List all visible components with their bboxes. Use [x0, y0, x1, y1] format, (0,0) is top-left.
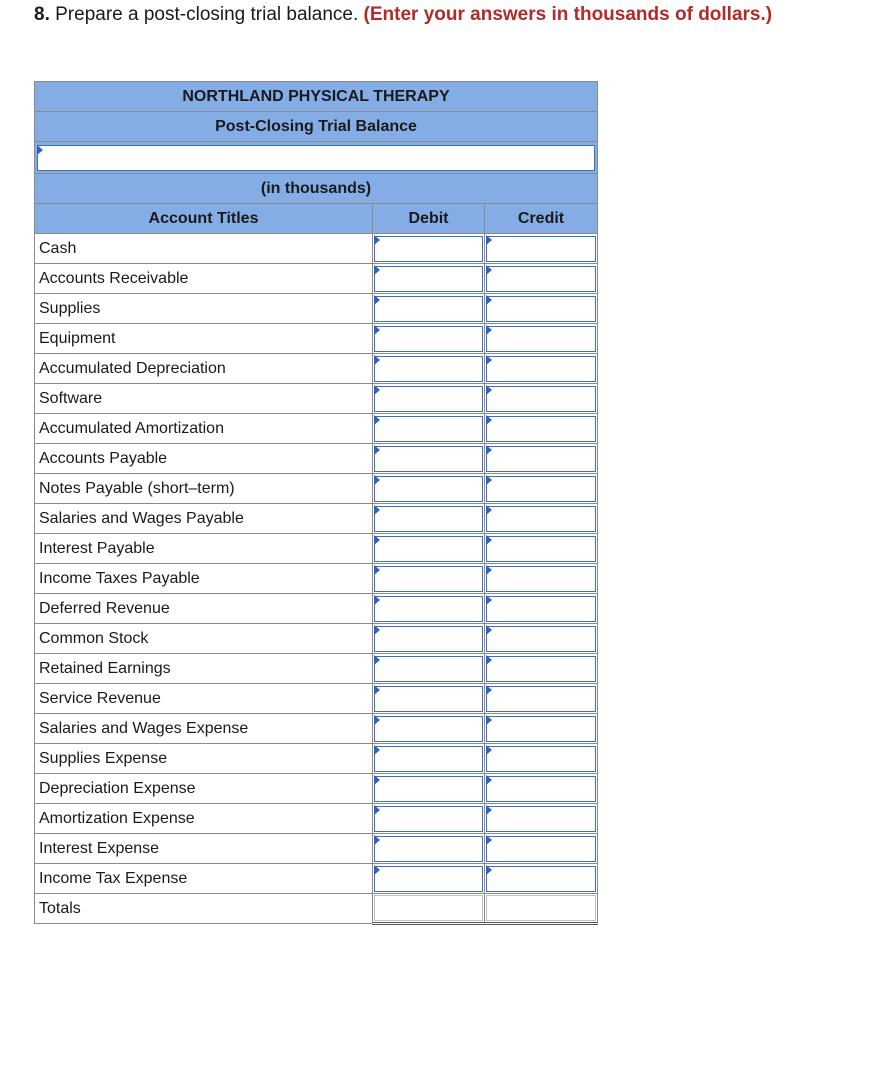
credit-input[interactable]: [486, 536, 596, 562]
debit-input[interactable]: [374, 356, 483, 382]
credit-cell: [485, 864, 598, 894]
question-instruction: (Enter your answers in thousands of dollars.): [363, 4, 773, 25]
debit-cell: [373, 744, 485, 774]
credit-cell: [485, 414, 598, 444]
account-title: Accounts Receivable: [35, 264, 373, 294]
account-title: Depreciation Expense: [35, 774, 373, 804]
debit-input[interactable]: [374, 686, 483, 712]
debit-input[interactable]: [374, 566, 483, 592]
credit-cell: [485, 534, 598, 564]
debit-input[interactable]: [374, 716, 483, 742]
credit-input[interactable]: [486, 296, 596, 322]
debit-input[interactable]: [374, 266, 483, 292]
account-row: [35, 474, 598, 504]
credit-cell: [485, 474, 598, 504]
account-row: [35, 864, 598, 894]
debit-total-input[interactable]: [374, 895, 483, 921]
debit-cell: [373, 684, 485, 714]
account-title: Supplies: [35, 294, 373, 324]
account-title: Cash: [35, 234, 373, 264]
question-number: 8.: [34, 4, 50, 25]
credit-input[interactable]: [486, 386, 596, 412]
debit-cell: [373, 654, 485, 684]
account-row: [35, 594, 598, 624]
credit-cell: [485, 834, 598, 864]
account-row: [35, 624, 598, 654]
debit-input[interactable]: [374, 476, 483, 502]
debit-cell: [373, 624, 485, 654]
debit-cell: [373, 804, 485, 834]
credit-input[interactable]: [486, 416, 596, 442]
credit-input[interactable]: [486, 506, 596, 532]
debit-cell: [373, 324, 485, 354]
credit-input[interactable]: [486, 866, 596, 892]
company-row: [35, 82, 598, 112]
debit-cell: [373, 474, 485, 504]
debit-input[interactable]: [374, 326, 483, 352]
debit-cell: [373, 774, 485, 804]
account-title: Equipment: [35, 324, 373, 354]
account-row: [35, 714, 598, 744]
credit-input[interactable]: [486, 806, 596, 832]
debit-cell: [373, 354, 485, 384]
debit-input[interactable]: [374, 296, 483, 322]
account-row: [35, 264, 598, 294]
debit-cell: [373, 264, 485, 294]
account-row: [35, 384, 598, 414]
credit-cell: [485, 324, 598, 354]
account-title: Service Revenue: [35, 684, 373, 714]
account-title: Supplies Expense: [35, 744, 373, 774]
account-row: [35, 804, 598, 834]
column-header-credit: Credit: [485, 204, 598, 234]
credit-cell: [485, 504, 598, 534]
account-row: [35, 444, 598, 474]
credit-cell: [485, 264, 598, 294]
account-title: Software: [35, 384, 373, 414]
debit-cell: [373, 594, 485, 624]
credit-input[interactable]: [486, 836, 596, 862]
account-title: Deferred Revenue: [35, 594, 373, 624]
account-row: [35, 744, 598, 774]
credit-input[interactable]: [486, 446, 596, 472]
account-title: Income Tax Expense: [35, 864, 373, 894]
account-row: [35, 564, 598, 594]
credit-cell: [485, 294, 598, 324]
company-name: NORTHLAND PHYSICAL THERAPY: [35, 82, 598, 112]
credit-cell: [485, 774, 598, 804]
account-row: [35, 774, 598, 804]
credit-cell: [485, 744, 598, 774]
account-row: [35, 234, 598, 264]
credit-cell: [485, 384, 598, 414]
credit-input[interactable]: [486, 776, 596, 802]
account-row: [35, 324, 598, 354]
date-input[interactable]: [37, 145, 595, 171]
debit-input[interactable]: [374, 506, 483, 532]
date-input-wrap: [37, 145, 595, 171]
debit-input[interactable]: [374, 746, 483, 772]
debit-input[interactable]: [374, 626, 483, 652]
credit-cell: [485, 684, 598, 714]
debit-input[interactable]: [374, 806, 483, 832]
debit-input[interactable]: [374, 236, 483, 262]
credit-input[interactable]: [486, 656, 596, 682]
statement-name: Post-Closing Trial Balance: [35, 112, 598, 142]
account-title: Retained Earnings: [35, 654, 373, 684]
units-row: [35, 174, 598, 204]
statement-row: [35, 112, 598, 142]
credit-input[interactable]: [486, 566, 596, 592]
account-row: [35, 654, 598, 684]
account-title: Interest Payable: [35, 534, 373, 564]
account-row: [35, 354, 598, 384]
account-title: Income Taxes Payable: [35, 564, 373, 594]
account-title: Salaries and Wages Payable: [35, 504, 373, 534]
debit-input[interactable]: [374, 536, 483, 562]
account-row: [35, 504, 598, 534]
credit-cell: [485, 444, 598, 474]
debit-cell: [373, 564, 485, 594]
account-title: Salaries and Wages Expense: [35, 714, 373, 744]
debit-cell: [373, 234, 485, 264]
account-title: Accounts Payable: [35, 444, 373, 474]
units-label: (in thousands): [35, 174, 598, 204]
account-title: Amortization Expense: [35, 804, 373, 834]
credit-input[interactable]: [486, 326, 596, 352]
debit-cell: [373, 294, 485, 324]
debit-input[interactable]: [374, 596, 483, 622]
account-title: Common Stock: [35, 624, 373, 654]
credit-total-cell: [485, 894, 598, 924]
trial-balance-table: [34, 81, 598, 925]
credit-cell: [485, 234, 598, 264]
account-title: Accumulated Depreciation: [35, 354, 373, 384]
credit-input[interactable]: [486, 626, 596, 652]
date-row: [35, 142, 598, 174]
account-row: [35, 414, 598, 444]
debit-cell: [373, 384, 485, 414]
question-prompt: [34, 2, 772, 28]
debit-total-cell: [373, 894, 485, 924]
credit-input[interactable]: [486, 746, 596, 772]
question-text: Prepare a post-closing trial balance.: [49, 4, 364, 25]
account-row: [35, 534, 598, 564]
debit-cell: [373, 864, 485, 894]
account-title: Interest Expense: [35, 834, 373, 864]
debit-cell: [373, 714, 485, 744]
credit-cell: [485, 594, 598, 624]
debit-input[interactable]: [374, 386, 483, 412]
credit-cell: [485, 564, 598, 594]
credit-input[interactable]: [486, 356, 596, 382]
account-title: Accumulated Amortization: [35, 414, 373, 444]
debit-cell: [373, 444, 485, 474]
debit-input[interactable]: [374, 866, 483, 892]
credit-input[interactable]: [486, 686, 596, 712]
column-header-debit: Debit: [373, 204, 485, 234]
debit-input[interactable]: [374, 776, 483, 802]
debit-cell: [373, 834, 485, 864]
credit-input[interactable]: [486, 596, 596, 622]
column-header-row: [35, 204, 598, 234]
credit-input[interactable]: [486, 266, 596, 292]
debit-cell: [373, 534, 485, 564]
credit-cell: [485, 624, 598, 654]
debit-cell: [373, 414, 485, 444]
date-cell: [35, 142, 598, 174]
debit-input[interactable]: [374, 836, 483, 862]
credit-input[interactable]: [486, 476, 596, 502]
account-row: [35, 834, 598, 864]
credit-cell: [485, 804, 598, 834]
debit-cell: [373, 504, 485, 534]
debit-input[interactable]: [374, 656, 483, 682]
credit-cell: [485, 354, 598, 384]
debit-input[interactable]: [374, 416, 483, 442]
credit-input[interactable]: [486, 236, 596, 262]
credit-input[interactable]: [486, 716, 596, 742]
account-row: [35, 684, 598, 714]
credit-total-input[interactable]: [486, 895, 596, 921]
account-title: Notes Payable (short–term): [35, 474, 373, 504]
credit-cell: [485, 714, 598, 744]
debit-input[interactable]: [374, 446, 483, 472]
totals-label: Totals: [35, 894, 373, 924]
credit-cell: [485, 654, 598, 684]
totals-row: [35, 894, 598, 924]
column-header-account-titles: Account Titles: [35, 204, 373, 234]
account-row: [35, 294, 598, 324]
